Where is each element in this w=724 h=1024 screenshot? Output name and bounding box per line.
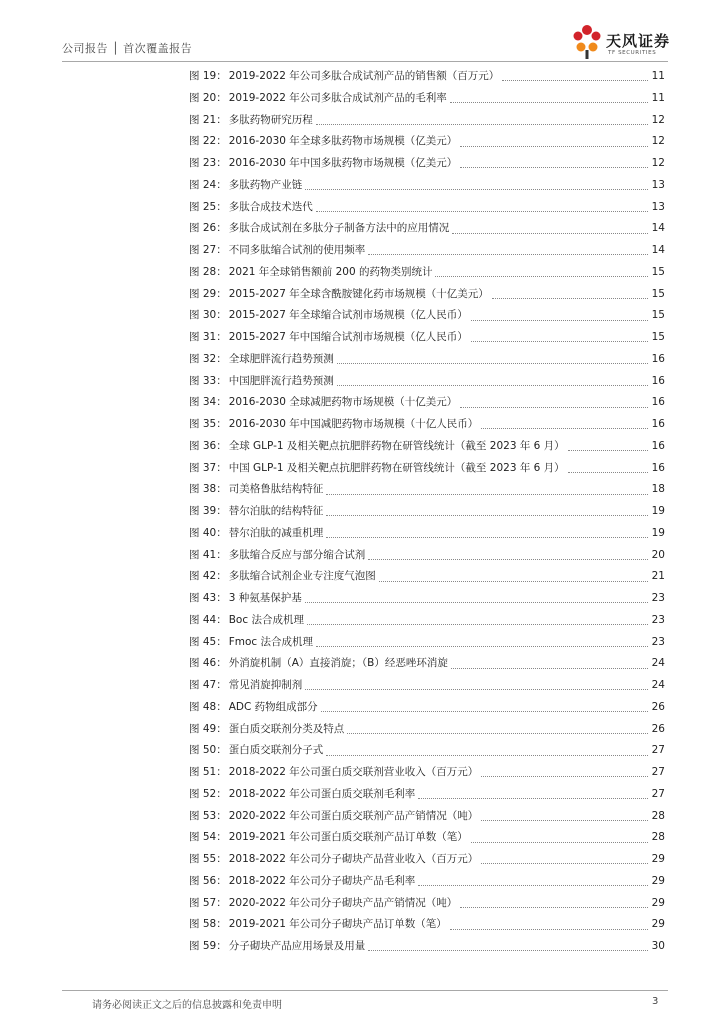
toc-figure-title: 蛋白质交联剂分类及特点 bbox=[228, 722, 345, 735]
toc-page-number: 14 bbox=[651, 244, 665, 256]
toc-figure-number: 图 39： bbox=[189, 505, 227, 517]
toc-figure-number: 图 36： bbox=[189, 439, 227, 452]
toc-leader-dots bbox=[481, 820, 648, 821]
toc-entry[interactable] bbox=[189, 327, 665, 349]
toc-page-number: 19 bbox=[651, 526, 665, 539]
toc-page-number: 24 bbox=[651, 657, 665, 670]
toc-entry[interactable] bbox=[189, 262, 665, 284]
toc-page-number: 29 bbox=[651, 918, 665, 931]
toc-figure-title: 多肽药物产业链 bbox=[228, 178, 303, 191]
toc-figure-title: 多肽缩合试剂企业专注度气泡图 bbox=[228, 570, 376, 583]
flower-logo-icon bbox=[570, 22, 604, 60]
toc-entry[interactable] bbox=[189, 566, 665, 588]
toc-page-number: 12 bbox=[651, 157, 665, 169]
toc-leader-dots bbox=[368, 254, 648, 255]
toc-page-number: 16 bbox=[651, 352, 665, 365]
toc-page-number: 23 bbox=[651, 613, 665, 626]
toc-leader-dots bbox=[337, 385, 648, 386]
toc-page-number: 16 bbox=[651, 374, 665, 387]
toc-entry[interactable] bbox=[189, 762, 665, 784]
toc-page-number: 11 bbox=[651, 91, 665, 104]
toc-entry[interactable] bbox=[189, 66, 665, 88]
toc-figure-number: 图 54： bbox=[189, 831, 227, 844]
toc-figure-title: ADC 药物组成部分 bbox=[228, 700, 318, 713]
toc-figure-title: 2018-2022 年公司分子砌块产品营业收入（百万元） bbox=[228, 853, 479, 865]
toc-page-number: 24 bbox=[651, 679, 665, 691]
toc-figure-number: 图 53： bbox=[189, 809, 227, 822]
toc-figure-number: 图 46： bbox=[189, 657, 227, 670]
toc-entry[interactable] bbox=[189, 740, 665, 762]
toc-entry[interactable] bbox=[189, 871, 665, 893]
toc-figure-title: 多肽合成技术迭代 bbox=[228, 200, 313, 213]
toc-entry[interactable] bbox=[189, 849, 665, 871]
toc-leader-dots bbox=[368, 559, 648, 560]
toc-page-number: 26 bbox=[651, 722, 665, 735]
toc-page-number: 16 bbox=[651, 461, 665, 474]
toc-figure-number: 图 26： bbox=[189, 222, 227, 235]
toc-figure-number: 图 55： bbox=[189, 853, 227, 865]
toc-entry[interactable] bbox=[189, 131, 665, 153]
toc-figure-title: 2016-2030 年中国多肽药物市场规模（亿美元） bbox=[228, 157, 458, 169]
toc-figure-number: 图 20： bbox=[189, 91, 227, 104]
toc-entry[interactable] bbox=[189, 936, 665, 958]
toc-entry[interactable] bbox=[189, 349, 665, 371]
figure-list bbox=[189, 66, 665, 958]
toc-entry[interactable] bbox=[189, 610, 665, 632]
toc-entry[interactable] bbox=[189, 914, 665, 936]
toc-leader-dots bbox=[460, 146, 648, 147]
footer-disclaimer: 请务必阅读正文之后的信息披露和免责申明 bbox=[92, 1000, 282, 1011]
toc-figure-title: 中国 GLP-1 及相关靶点抗肥胖药物在研管线统计（截至 2023 年 6 月） bbox=[228, 461, 565, 474]
toc-leader-dots bbox=[326, 537, 648, 538]
toc-page-number: 13 bbox=[651, 200, 665, 213]
toc-entry[interactable] bbox=[189, 697, 665, 719]
toc-leader-dots bbox=[337, 363, 648, 364]
logo-chinese-name: 天风证券 bbox=[606, 32, 671, 50]
toc-page-number: 27 bbox=[651, 766, 665, 778]
toc-entry[interactable] bbox=[189, 175, 665, 197]
toc-leader-dots bbox=[460, 407, 648, 408]
toc-page-number: 12 bbox=[651, 113, 665, 126]
toc-figure-number: 图 48： bbox=[189, 700, 227, 713]
toc-page-number: 18 bbox=[651, 483, 665, 496]
toc-leader-dots bbox=[481, 863, 648, 864]
toc-page-number: 16 bbox=[651, 439, 665, 452]
toc-page-number: 26 bbox=[651, 700, 665, 713]
toc-entry[interactable] bbox=[189, 197, 665, 219]
toc-figure-title: 2018-2022 年公司蛋白质交联剂营业收入（百万元） bbox=[228, 766, 479, 778]
toc-leader-dots bbox=[347, 733, 648, 734]
toc-figure-title: 替尔泊肽的减重机理 bbox=[228, 526, 324, 539]
toc-entry[interactable] bbox=[189, 436, 665, 458]
toc-leader-dots bbox=[451, 668, 648, 669]
toc-page-number: 27 bbox=[651, 787, 665, 800]
toc-figure-title: 2019-2022 年公司多肽合成试剂产品的毛利率 bbox=[228, 91, 447, 104]
toc-leader-dots bbox=[305, 602, 648, 603]
toc-figure-number: 图 57： bbox=[189, 896, 227, 909]
toc-page-number: 15 bbox=[651, 265, 665, 278]
company-logo bbox=[570, 22, 680, 62]
toc-page-number: 23 bbox=[651, 592, 665, 604]
toc-leader-dots bbox=[316, 211, 648, 212]
logo-english-name: TF SECURITIES bbox=[608, 50, 657, 56]
toc-page-number: 16 bbox=[651, 418, 665, 430]
toc-leader-dots bbox=[326, 755, 648, 756]
toc-figure-number: 图 31： bbox=[189, 331, 227, 343]
toc-figure-title: 2015-2027 年全球缩合试剂市场规模（亿人民币） bbox=[228, 309, 468, 322]
toc-entry[interactable] bbox=[189, 784, 665, 806]
toc-figure-number: 图 43： bbox=[189, 592, 227, 604]
toc-leader-dots bbox=[450, 102, 648, 103]
toc-figure-number: 图 25： bbox=[189, 200, 227, 213]
toc-figure-title: 全球肥胖流行趋势预测 bbox=[228, 352, 334, 365]
toc-entry[interactable] bbox=[189, 458, 665, 480]
toc-leader-dots bbox=[305, 689, 648, 690]
toc-page-number: 29 bbox=[651, 896, 665, 909]
toc-page-number: 28 bbox=[651, 809, 665, 822]
toc-entry[interactable] bbox=[189, 632, 665, 654]
toc-leader-dots bbox=[316, 124, 648, 125]
toc-figure-title: 2015-2027 年中国缩合试剂市场规模（亿人民币） bbox=[228, 331, 468, 343]
toc-entry[interactable] bbox=[189, 501, 665, 523]
toc-page-number: 27 bbox=[651, 744, 665, 757]
toc-entry[interactable] bbox=[189, 110, 665, 132]
toc-figure-title: 2016-2030 全球减肥药物市场规模（十亿美元） bbox=[228, 396, 458, 409]
toc-figure-number: 图 45： bbox=[189, 635, 227, 648]
toc-figure-title: 外消旋机制（A）直接消旋；（B）经恶唑环消旋 bbox=[228, 657, 448, 670]
toc-figure-number: 图 33： bbox=[189, 374, 227, 387]
toc-figure-number: 图 38： bbox=[189, 483, 227, 496]
toc-leader-dots bbox=[568, 472, 648, 473]
toc-figure-title: 2020-2022 年公司蛋白质交联剂产品产销情况（吨） bbox=[228, 809, 479, 822]
toc-leader-dots bbox=[460, 167, 648, 168]
toc-figure-title: 不同多肽缩合试剂的使用频率 bbox=[228, 244, 366, 256]
toc-page-number: 16 bbox=[651, 396, 665, 409]
toc-page-number: 12 bbox=[651, 135, 665, 148]
toc-figure-title: 全球 GLP-1 及相关靶点抗肥胖药物在研管线统计（截至 2023 年 6 月） bbox=[228, 439, 565, 452]
toc-figure-title: 分子砌块产品应用场景及用量 bbox=[228, 940, 366, 952]
toc-entry[interactable] bbox=[189, 653, 665, 675]
toc-figure-number: 图 21： bbox=[189, 113, 227, 126]
toc-figure-title: 司美格鲁肽结构特征 bbox=[228, 483, 324, 496]
toc-figure-number: 图 32： bbox=[189, 352, 227, 365]
toc-entry[interactable] bbox=[189, 893, 665, 915]
toc-figure-number: 图 35： bbox=[189, 418, 227, 430]
toc-entry[interactable] bbox=[189, 414, 665, 436]
toc-leader-dots bbox=[321, 711, 648, 712]
toc-page-number: 19 bbox=[651, 505, 665, 517]
toc-figure-title: Boc 法合成机理 bbox=[228, 613, 304, 626]
toc-entry[interactable] bbox=[189, 392, 665, 414]
toc-leader-dots bbox=[471, 320, 648, 321]
toc-entry[interactable] bbox=[189, 675, 665, 697]
toc-figure-number: 图 41： bbox=[189, 548, 227, 561]
toc-leader-dots bbox=[305, 189, 648, 190]
toc-figure-number: 图 59： bbox=[189, 940, 227, 952]
toc-entry[interactable] bbox=[189, 827, 665, 849]
toc-leader-dots bbox=[307, 624, 648, 625]
toc-figure-number: 图 29： bbox=[189, 287, 227, 300]
toc-entry[interactable] bbox=[189, 305, 665, 327]
toc-leader-dots bbox=[326, 515, 648, 516]
toc-figure-number: 图 58： bbox=[189, 918, 227, 931]
toc-figure-number: 图 22： bbox=[189, 135, 227, 148]
toc-figure-number: 图 40： bbox=[189, 526, 227, 539]
page-number: 3 bbox=[652, 996, 659, 1007]
toc-figure-number: 图 44： bbox=[189, 613, 227, 626]
toc-page-number: 21 bbox=[651, 570, 665, 583]
toc-figure-title: 多肽合成试剂在多肽分子制备方法中的应用情况 bbox=[228, 222, 450, 235]
toc-entry[interactable] bbox=[189, 284, 665, 306]
header-left-text: 公司报告 │ 首次覆盖报告 bbox=[62, 42, 193, 55]
toc-entry[interactable] bbox=[189, 806, 665, 828]
toc-figure-title: 2019-2022 年公司多肽合成试剂产品的销售额（百万元） bbox=[228, 70, 500, 82]
toc-leader-dots bbox=[418, 798, 648, 799]
footer-divider bbox=[62, 990, 668, 991]
toc-entry[interactable] bbox=[189, 218, 665, 240]
toc-figure-title: 中国肥胖流行趋势预测 bbox=[228, 374, 334, 387]
toc-entry[interactable] bbox=[189, 153, 665, 175]
toc-page-number: 15 bbox=[651, 309, 665, 322]
toc-entry[interactable] bbox=[189, 719, 665, 741]
toc-page-number: 23 bbox=[651, 635, 665, 648]
toc-page-number: 20 bbox=[651, 548, 665, 561]
toc-figure-title: 2016-2030 年中国减肥药物市场规模（十亿人民币） bbox=[228, 418, 479, 430]
toc-page-number: 29 bbox=[651, 853, 665, 865]
toc-page-number: 29 bbox=[651, 874, 665, 887]
toc-figure-title: 2019-2021 年公司分子砌块产品订单数（笔） bbox=[228, 918, 447, 931]
toc-figure-number: 图 42： bbox=[189, 570, 227, 583]
toc-page-number: 30 bbox=[651, 940, 665, 952]
toc-leader-dots bbox=[568, 450, 648, 451]
toc-page-number: 28 bbox=[651, 831, 665, 844]
toc-entry[interactable] bbox=[189, 545, 665, 567]
toc-leader-dots bbox=[471, 341, 648, 342]
toc-figure-number: 图 37： bbox=[189, 461, 227, 474]
toc-page-number: 14 bbox=[651, 222, 665, 235]
toc-page-number: 13 bbox=[651, 178, 665, 191]
toc-figure-title: 2016-2030 年全球多肽药物市场规模（亿美元） bbox=[228, 135, 458, 148]
toc-figure-number: 图 49： bbox=[189, 722, 227, 735]
toc-entry[interactable] bbox=[189, 88, 665, 110]
toc-entry[interactable] bbox=[189, 371, 665, 393]
toc-figure-number: 图 34： bbox=[189, 396, 227, 409]
toc-page-number: 15 bbox=[651, 331, 665, 343]
toc-leader-dots bbox=[418, 885, 648, 886]
toc-entry[interactable] bbox=[189, 479, 665, 501]
toc-figure-title: 替尔泊肽的结构特征 bbox=[228, 505, 324, 517]
toc-leader-dots bbox=[326, 494, 648, 495]
header-divider bbox=[62, 61, 668, 62]
toc-leader-dots bbox=[481, 776, 648, 777]
toc-figure-number: 图 27： bbox=[189, 244, 227, 256]
toc-entry[interactable] bbox=[189, 588, 665, 610]
toc-leader-dots bbox=[502, 80, 648, 81]
toc-page-number: 15 bbox=[651, 287, 665, 300]
toc-figure-number: 图 47： bbox=[189, 679, 227, 691]
toc-figure-title: Fmoc 法合成机理 bbox=[228, 635, 314, 648]
toc-leader-dots bbox=[435, 276, 648, 277]
toc-entry[interactable] bbox=[189, 240, 665, 262]
toc-leader-dots bbox=[481, 428, 648, 429]
toc-figure-title: 2019-2021 年公司蛋白质交联剂产品订单数（笔） bbox=[228, 831, 468, 844]
toc-entry[interactable] bbox=[189, 523, 665, 545]
toc-leader-dots bbox=[379, 581, 648, 582]
toc-figure-title: 多肽药物研究历程 bbox=[228, 113, 313, 126]
toc-figure-title: 2018-2022 年公司分子砌块产品毛利率 bbox=[228, 874, 416, 887]
toc-figure-number: 图 19： bbox=[189, 70, 227, 82]
toc-figure-number: 图 24： bbox=[189, 178, 227, 191]
toc-figure-number: 图 56： bbox=[189, 874, 227, 887]
toc-figure-title: 2020-2022 年公司分子砌块产品产销情况（吨） bbox=[228, 896, 458, 909]
toc-figure-title: 多肽缩合反应与部分缩合试剂 bbox=[228, 548, 366, 561]
toc-figure-number: 图 50： bbox=[189, 744, 227, 757]
toc-figure-number: 图 28： bbox=[189, 265, 227, 278]
toc-figure-title: 2018-2022 年公司蛋白质交联剂毛利率 bbox=[228, 787, 416, 800]
toc-figure-title: 2015-2027 年全球含酰胺键化药市场规模（十亿美元） bbox=[228, 287, 489, 300]
toc-figure-title: 蛋白质交联剂分子式 bbox=[228, 744, 324, 757]
toc-figure-title: 2021 年全球销售额前 200 的药物类别统计 bbox=[228, 265, 433, 278]
toc-leader-dots bbox=[316, 646, 648, 647]
toc-leader-dots bbox=[450, 929, 648, 930]
toc-leader-dots bbox=[452, 233, 648, 234]
toc-figure-number: 图 30： bbox=[189, 309, 227, 322]
toc-leader-dots bbox=[460, 907, 648, 908]
toc-leader-dots bbox=[471, 842, 648, 843]
toc-figure-number: 图 23： bbox=[189, 157, 227, 169]
toc-page-number: 11 bbox=[651, 70, 665, 82]
toc-figure-title: 常见消旋抑制剂 bbox=[228, 679, 303, 691]
toc-figure-number: 图 52： bbox=[189, 787, 227, 800]
toc-leader-dots bbox=[368, 950, 648, 951]
toc-figure-title: 3 种氨基保护基 bbox=[228, 592, 302, 604]
toc-leader-dots bbox=[492, 298, 648, 299]
toc-figure-number: 图 51： bbox=[189, 766, 227, 778]
